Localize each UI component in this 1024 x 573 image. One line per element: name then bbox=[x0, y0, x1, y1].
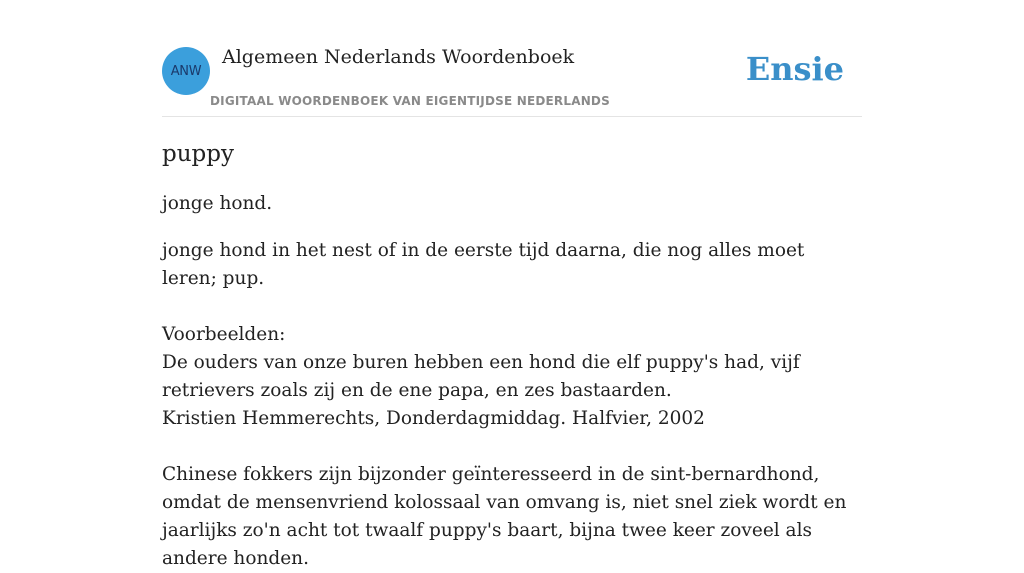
examples-label: Voorbeelden: bbox=[162, 324, 286, 345]
example-spacer bbox=[162, 433, 862, 461]
example-text: Chinese fokkers zijn bijzonder geïnteresseerd in de sint-bernardhond, omdat de mensenvriend kolossaal van omvang is, niet snel ziek wordt en jaarlijks zo'n acht tot twaalf puppy's baart, bijna twee keer zoveel als andere honden. bbox=[162, 464, 847, 569]
ensie-brand-link[interactable]: Ensie bbox=[745, 50, 844, 88]
site-header bbox=[162, 44, 862, 117]
logo-text: ANW bbox=[170, 63, 202, 79]
short-definition: jonge hond. bbox=[162, 193, 273, 214]
long-definition: jonge hond in het nest of in de eerste tijd daarna, die nog alles moet leren; pup. bbox=[162, 240, 805, 289]
anw-logo[interactable] bbox=[162, 47, 210, 95]
example-source: Kristien Hemmerechts, Donderdagmiddag. Halfvier, 2002 bbox=[162, 408, 705, 429]
entry-content bbox=[162, 138, 862, 573]
headword: puppy bbox=[162, 141, 234, 167]
example-text: De ouders van onze buren hebben een hond die elf puppy's had, vijf retrievers zoals zij en de ene papa, en zes bastaarden. bbox=[162, 352, 800, 401]
site-subtitle: DIGITAAL WOORDENBOEK VAN EIGENTIJDSE NEDERLANDS bbox=[210, 94, 610, 108]
site-title[interactable]: Algemeen Nederlands Woordenboek bbox=[222, 46, 575, 68]
